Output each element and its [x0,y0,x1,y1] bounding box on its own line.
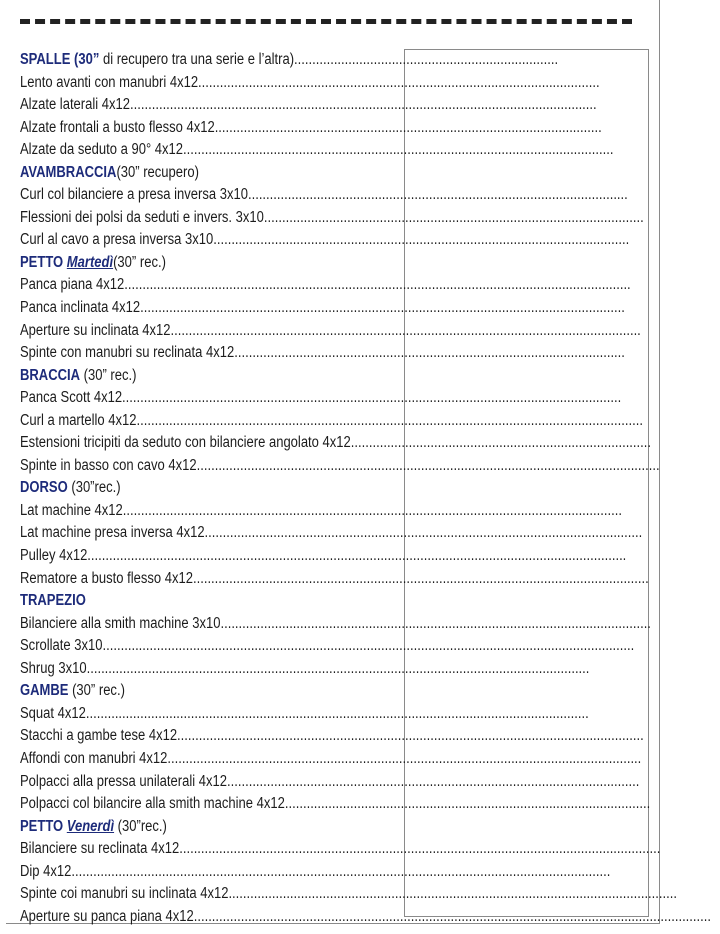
exercise-row: Alzate laterali 4x12................................................................................................................................. [20,96,597,114]
section-header-braccia: BRACCIA (30” rec.) [20,366,137,384]
dashed-divider [20,19,632,31]
exercise-row: Estensioni tricipiti da seduto con bilanciere angolato 4x12................................................................................... [20,434,652,452]
exercise-row: Alzate frontali a busto flesso 4x12........................................................................................................... [20,118,602,136]
exercise-row: Lat machine 4x12.......................................................................................................................................... [20,501,622,519]
exercise-row: Aperture su inclinata 4x12.................................................................................................................................. [20,321,641,339]
exercise-row: Dip 4x12..................................................................................................................................................... [20,862,611,880]
workout-list [20,49,720,928]
section-header-avambraccia: AVAMBRACCIA(30” recupero) [20,163,199,181]
exercise-row: Bilanciere su reclinata 4x12..................................................................................................................................... [20,840,661,858]
exercise-row: Flessioni dei polsi da seduti e invers. 3x10......................................................................................................... [20,208,644,226]
section-header-petto-martedi: PETTO Martedì(30” rec.) [20,253,166,271]
exercise-row: Curl al cavo a presa inversa 3x10................................................................................................................... [20,231,630,249]
exercise-row: Bilanciere alla smith machine 3x10....................................................................................................................... [20,614,651,632]
exercise-row: Pulley 4x12..................................................................................................................................................... [20,547,627,565]
exercise-row: Shrug 3x10........................................................................................................................................... [20,659,590,677]
section-header-trapezio: TRAPEZIO [20,592,86,610]
exercise-row: Curl col bilanciere a presa inversa 3x10......................................................................................................... [20,186,628,204]
exercise-row: Polpacci alla pressa unilaterali 4x12.................................................................................................................. [20,772,640,790]
exercise-row: Spinte in basso con cavo 4x12................................................................................................................................ [20,456,660,474]
exercise-row: Aperture su panca piana 4x12............................................................................................................................................... [20,907,712,925]
exercise-row: Lento avanti con manubri 4x12............................................................................................................... [20,73,600,91]
exercise-row: Scrollate 3x10................................................................................................................................................... [20,637,635,655]
exercise-row: Spinte con manubri su reclinata 4x12............................................................................................................ [20,344,625,362]
exercise-row: Spinte coi manubri su inclinata 4x12............................................................................................................................ [20,885,677,903]
exercise-row: Rematore a busto flesso 4x12.............................................................................................................................. [20,569,649,587]
exercise-row: Polpacci col bilancire alla smith machine 4x12..................................................................................................... [20,795,651,813]
exercise-row: Squat 4x12........................................................................................................................................... [20,704,589,722]
section-header-dorso: DORSO (30”rec.) [20,479,121,497]
section-header-spalle: SPALLE (30” di recupero tra una serie e l’altra)......................................................................... [20,51,559,68]
exercise-row: Panca Scott 4x12.......................................................................................................................................... [20,389,622,407]
exercise-row: Curl a martello 4x12............................................................................................................................................ [20,411,643,429]
exercise-row: Lat machine presa inversa 4x12......................................................................................................................... [20,524,643,542]
exercise-row: Stacchi a gambe tese 4x12................................................................................................................................. [20,727,644,745]
exercise-row: Panca piana 4x12............................................................................................................................................ [20,276,631,294]
exercise-row: Alzate da seduto a 90° 4x12....................................................................................................................... [20,141,614,159]
section-header-gambe: GAMBE (30” rec.) [20,682,125,700]
exercise-row: Affondi con manubri 4x12................................................................................................................................... [20,749,642,767]
section-header-petto-venerdi: PETTO Venerdì (30”rec.) [20,817,167,835]
exercise-row: Panca inclinata 4x12...................................................................................................................................... [20,299,625,317]
